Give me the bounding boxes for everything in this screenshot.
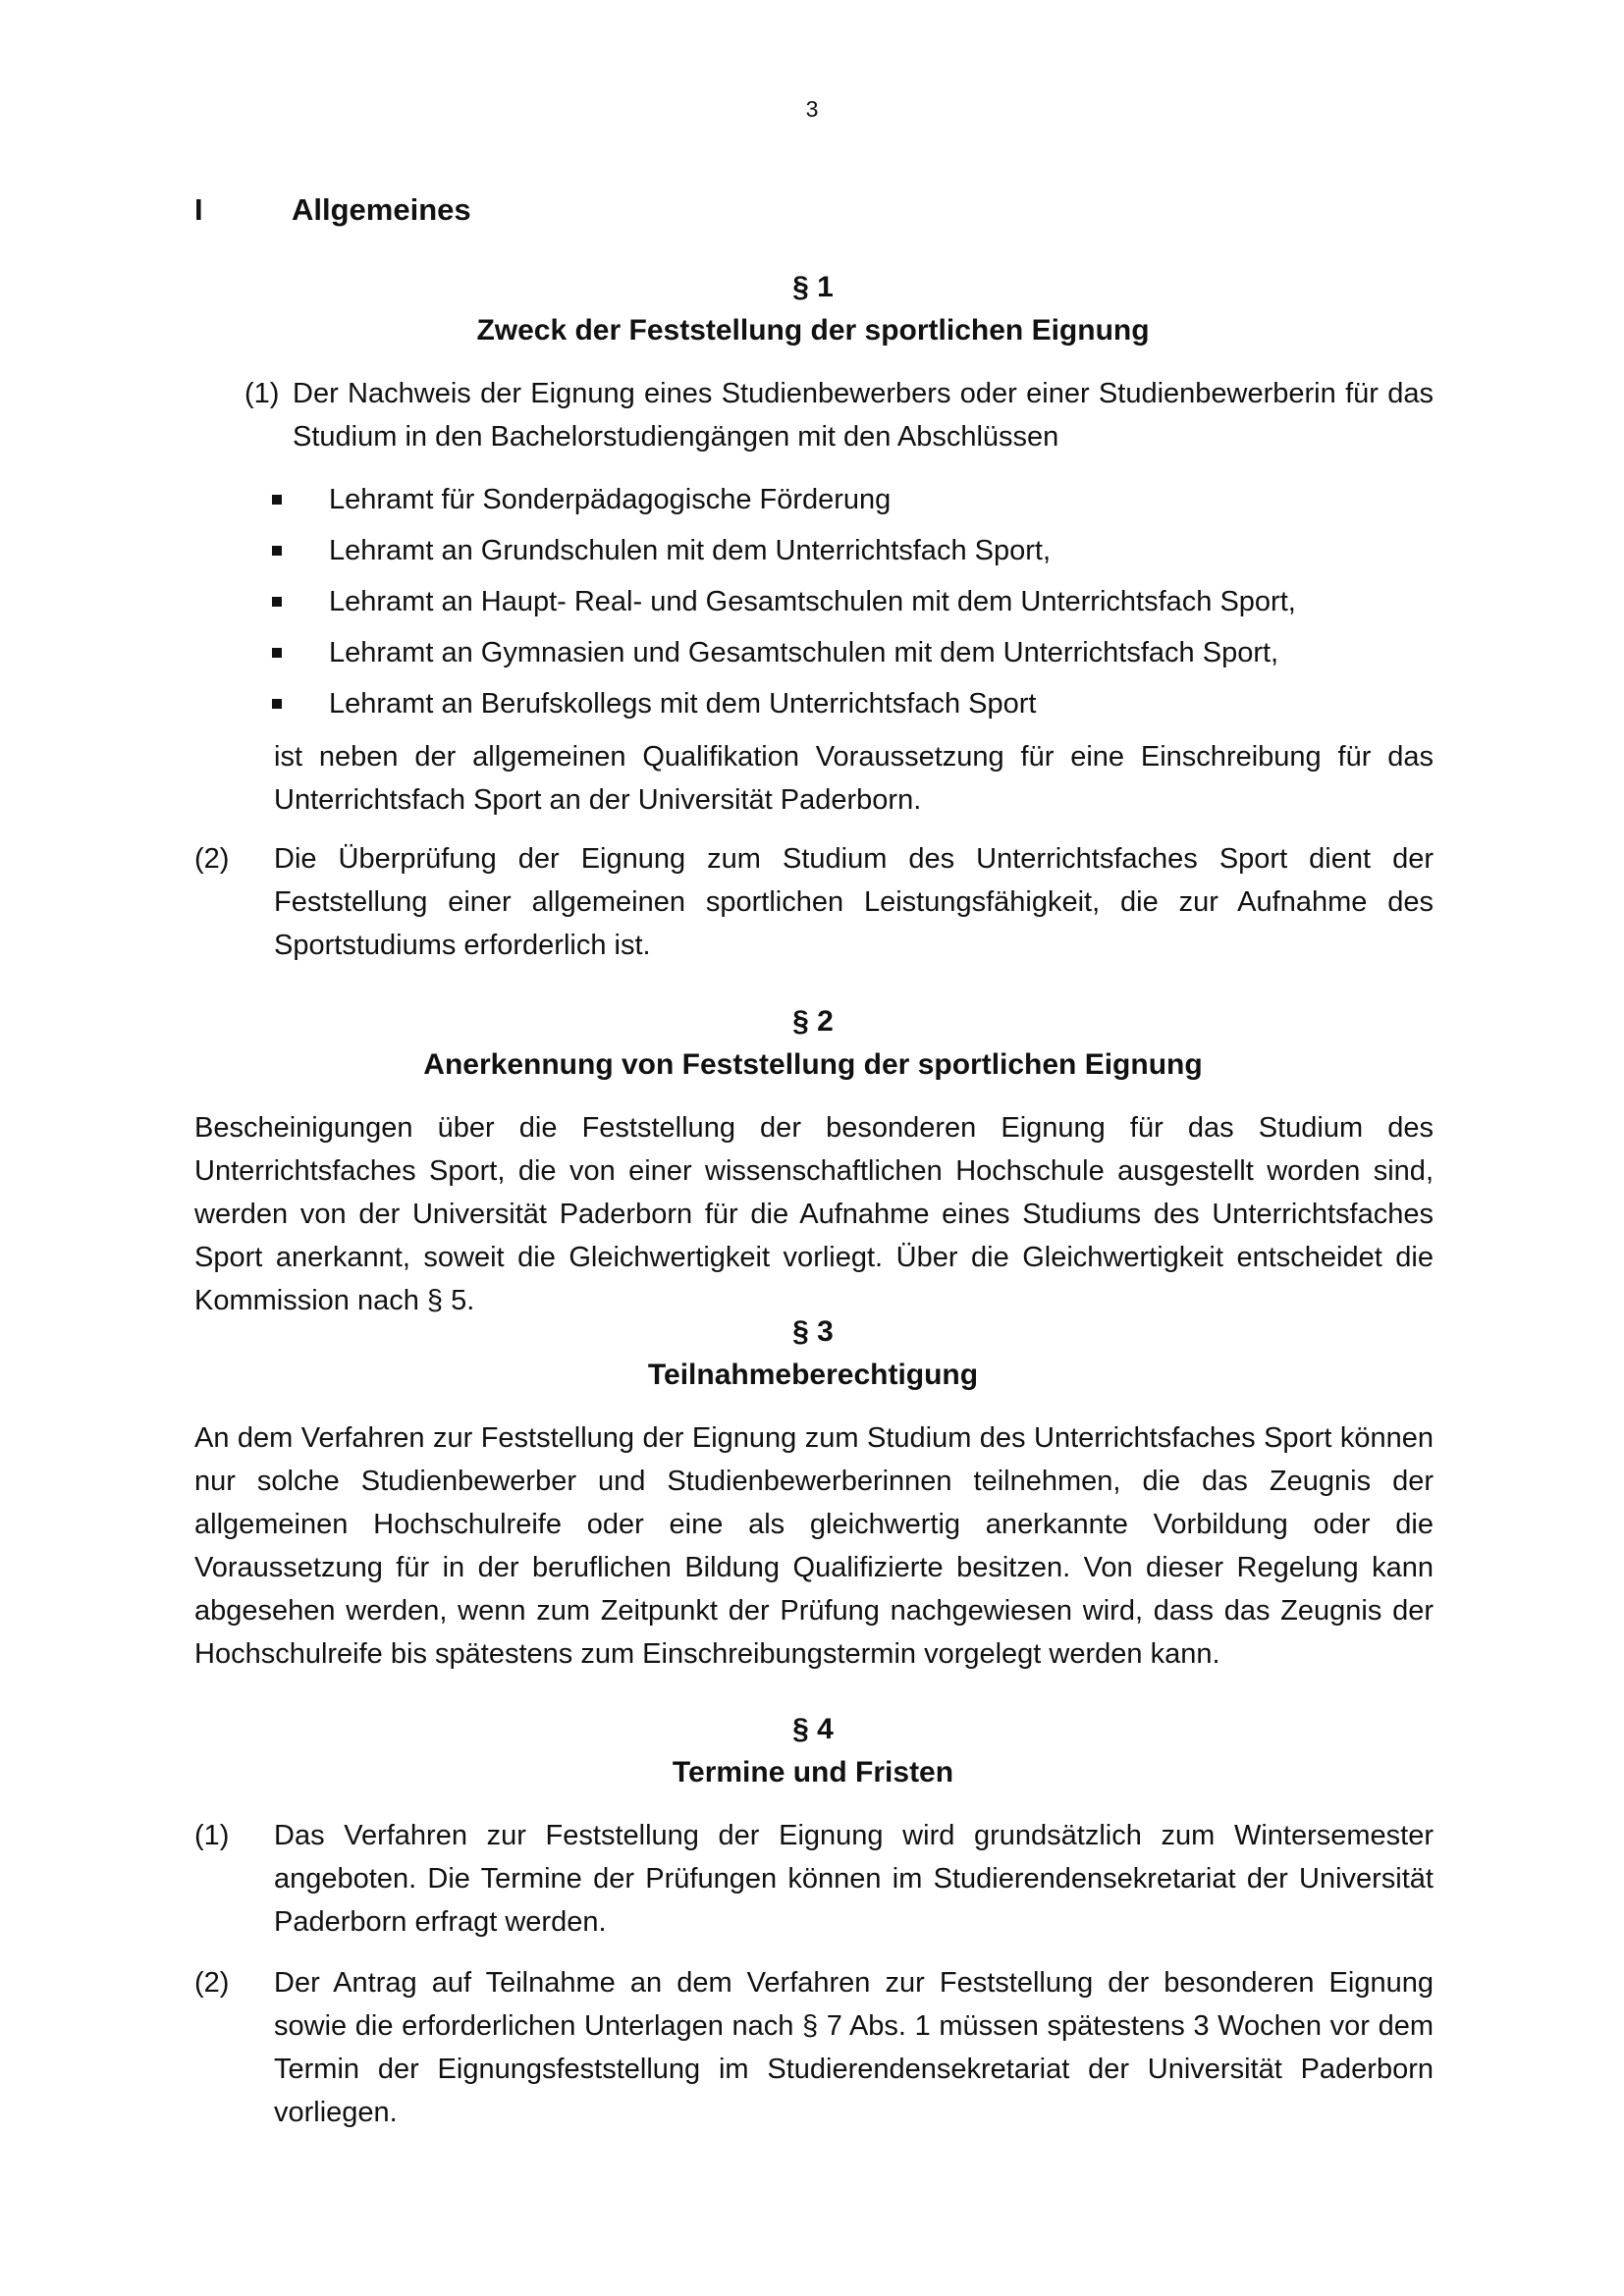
bullet-square-icon [272,546,282,556]
paragraph-label: (2) [194,843,230,875]
section-4-title: Termine und Fristen [672,1756,954,1789]
list-item-text: Lehramt an Berufskollegs mit dem Unterrichtsfach Sport [329,688,1037,720]
chapter-number: I [194,192,203,227]
bullet-square-icon [272,495,282,505]
section-1-paragraph-1 [244,372,1434,458]
bullet-square-icon [272,597,282,607]
section-1-title: Zweck der Feststellung der sportlichen Eignung [476,314,1150,347]
bullet-square-icon [272,699,282,709]
section-3-title: Teilnahmeberechtigung [647,1359,979,1391]
bullet-square-icon [272,648,282,658]
chapter-title: Allgemeines [292,192,471,227]
section-1-number: § 1 [792,271,834,303]
section-4-paragraph-1 [194,1814,1434,1944]
list-item-text: Lehramt an Haupt- Real- und Gesamtschulen mit dem Unterrichtsfach Sport, [329,586,1296,617]
list-item-text: Lehramt an Grundschulen mit dem Unterrichtsfach Sport, [329,535,1051,566]
chapter-heading [194,192,471,228]
paragraph-label: (2) [194,1967,230,1999]
section-1-paragraph-1-continuation: ist neben der allgemeinen Qualifikation Voraussetzung für eine Einschreibung für das Unterrichtsfach Sport an der Universität Paderborn. [274,741,1434,816]
section-2-text: Bescheinigungen über die Feststellung der besonderen Eignung für das Studium des Unterrichtsfaches Sport, die von einer wissenschaftlichen Hochschule ausgestellt worden sind, werden von der Universität Paderborn für die Aufnahme eines Studiums des Unterrichtsfaches Sport anerkannt, soweit die Gleichwertigkeit vorliegt. Über die Gleichwertigkeit entscheidet die Kommission nach § 5. [194,1112,1434,1316]
page-number: 3 [805,96,819,122]
paragraph-label: (1) [194,1820,230,1851]
paragraph-text: Der Antrag auf Teilnahme an dem Verfahren zur Feststellung der besonderen Eignung sowie die erforderlichen Unterlagen nach § 7 Abs. 1 müssen spätestens 3 Wochen vor dem Termin der Eignungsfeststellung im Studierendensekretariat der Universität Paderborn vorliegen. [274,1967,1434,2128]
paragraph-text: Die Überprüfung der Eignung zum Studium des Unterrichtsfaches Sport dient der Feststellung einer allgemeinen sportlichen Leistungsfähigkeit, die zur Aufnahme des Sportstudiums erforderlich ist. [274,843,1434,961]
section-3-number: § 3 [792,1315,834,1348]
section-4-number: § 4 [792,1713,834,1745]
list-item-text: Lehramt für Sonderpädagogische Förderung [329,484,892,515]
section-2-number: § 2 [792,1005,834,1038]
section-3-text: An dem Verfahren zur Feststellung der Eignung zum Studium des Unterrichtsfaches Sport können nur solche Studienbewerber und Studienbewerberinnen teilnehmen, die das Zeugnis der allgemeinen Hochschulreife oder eine als gleichwertig anerkannte Vorbildung oder die Voraussetzung für in der beruflichen Bildung Qualifizierte besitzen. Von dieser Regelung kann abgesehen werden, wenn zum Zeitpunkt der Prüfung nachgewiesen wird, dass das Zeugnis der Hochschulreife bis spätestens zum Einschreibungstermin vorgelegt werden kann. [194,1422,1434,1670]
paragraph-text: Das Verfahren zur Feststellung der Eignung wird grundsätzlich zum Wintersemester angeboten. Die Termine der Prüfungen können im Studierendensekretariat der Universität Paderborn erfragt werden. [274,1820,1434,1938]
section-2-title: Anerkennung von Feststellung der sportlichen Eignung [423,1048,1203,1081]
section-1-paragraph-2 [194,837,1434,967]
list-item-text: Lehramt an Gymnasien und Gesamtschulen mit dem Unterrichtsfach Sport, [329,637,1279,668]
section-4-paragraph-2 [194,1961,1434,2134]
paragraph-text: Der Nachweis der Eignung eines Studienbewerbers oder einer Studienbewerberin für das Studium in den Bachelorstudiengängen mit den Abschlüssen [293,378,1434,453]
paragraph-label: (1) [244,378,280,409]
